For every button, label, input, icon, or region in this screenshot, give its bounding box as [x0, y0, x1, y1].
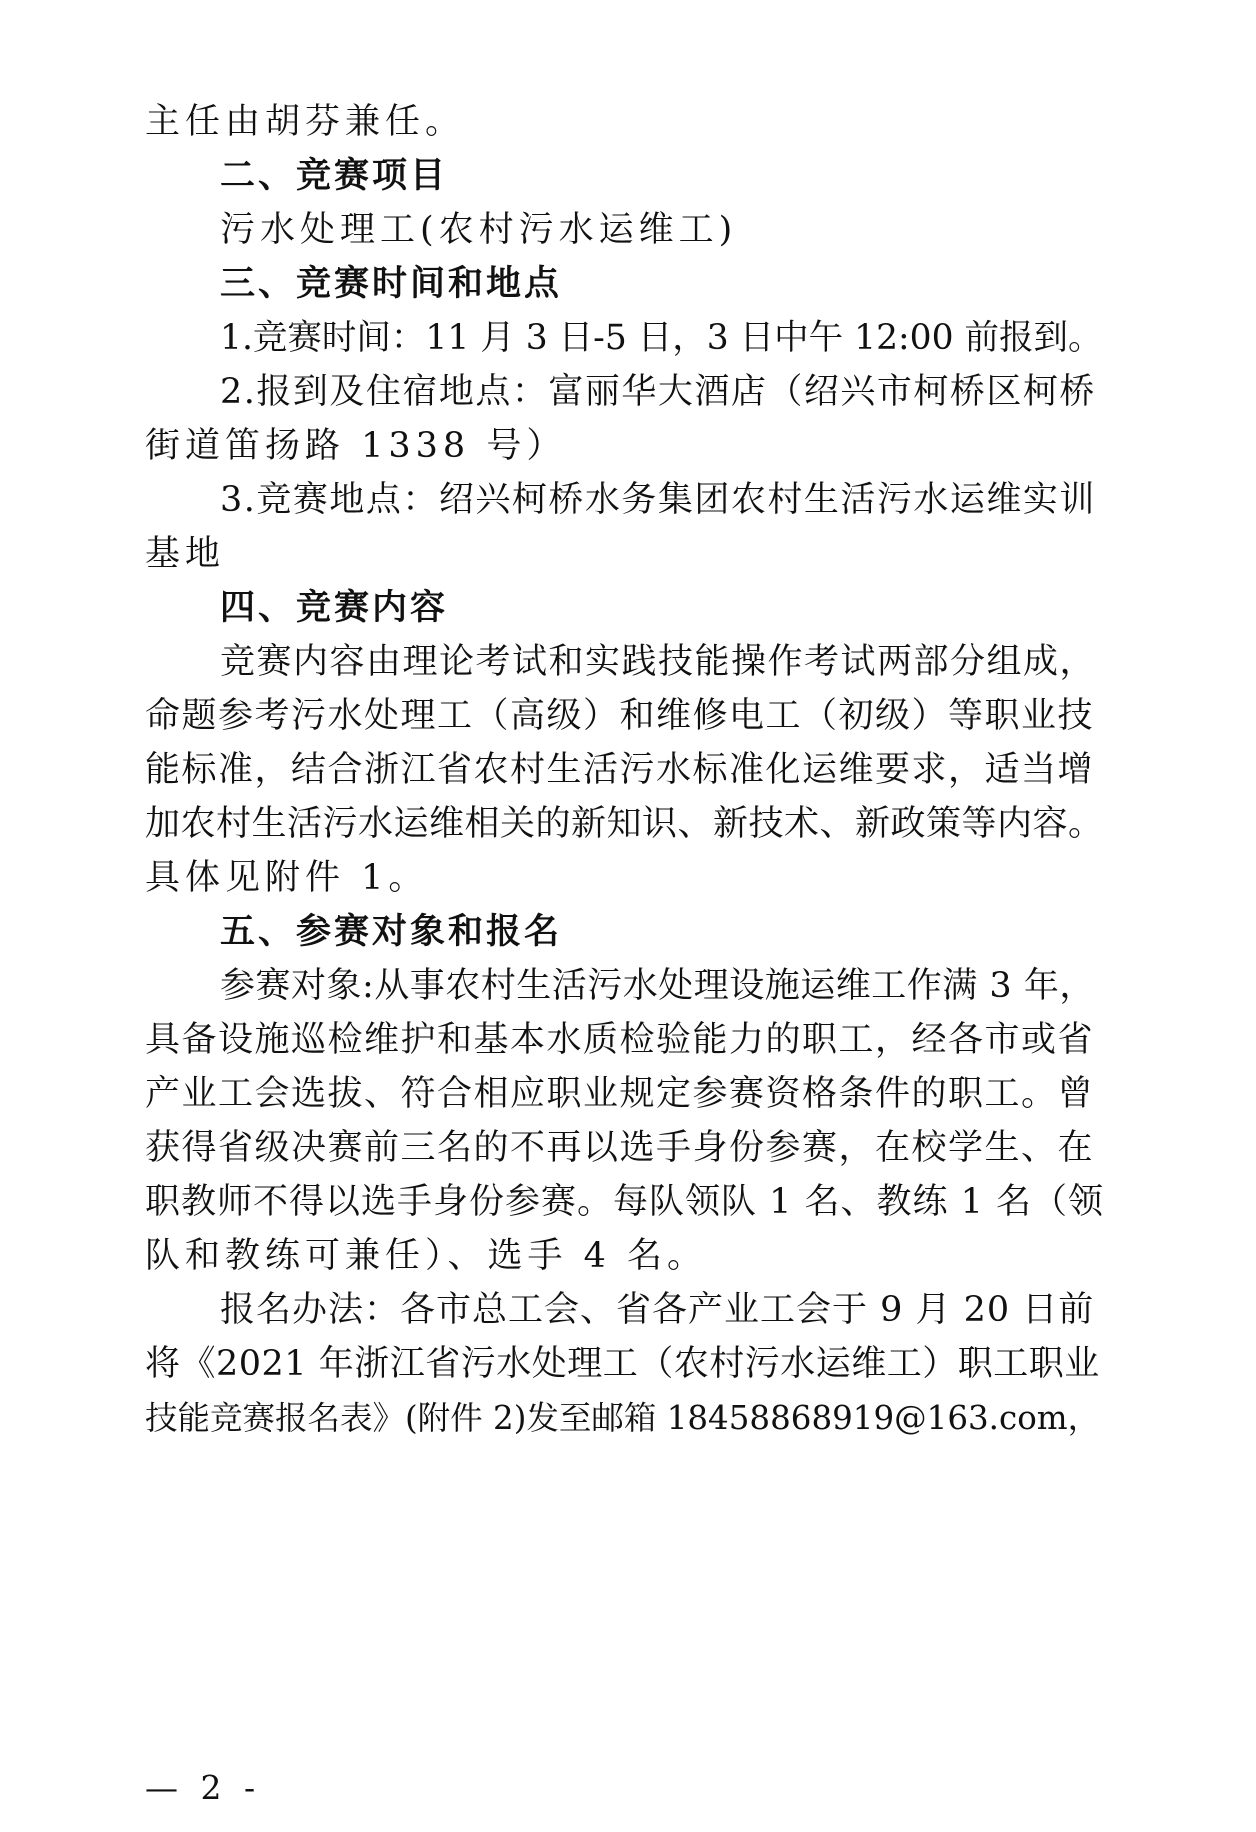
- text-line: 职教师不得以选手身份参赛。每队领队 1 名、教练 1 名（领: [145, 1182, 1105, 1222]
- text-line: 能标准，结合浙江省农村生活污水标准化运维要求，适当增: [145, 750, 1095, 790]
- text-line: 产业工会选拔、符合相应职业规定参赛资格条件的职工。曾: [145, 1074, 1095, 1114]
- text-line: 获得省级决赛前三名的不再以选手身份参赛，在校学生、在: [145, 1128, 1095, 1168]
- text-line: 街道笛扬路 1338 号）: [145, 426, 567, 466]
- text-line: 命题参考污水处理工（高级）和维修电工（初级）等职业技: [145, 696, 1095, 736]
- text-line: 具体见附件 1。: [145, 858, 429, 898]
- text-line: 队和教练可兼任）、选手 4 名。: [145, 1236, 708, 1276]
- text-line: 技能竞赛报名表》(附件 2)发至邮箱 18458868919@163.com，: [145, 1399, 1101, 1437]
- section-heading: 三、竞赛时间和地点: [220, 264, 563, 304]
- text-line: 竞赛内容由理论考试和实践技能操作考试两部分组成，: [220, 642, 1097, 682]
- text-line: 具备设施巡检维护和基本水质检验能力的职工，经各市或省: [145, 1020, 1095, 1060]
- page-number: — 2 -: [145, 1768, 262, 1807]
- text-line: 加农村生活污水运维相关的新知识、新技术、新政策等内容。: [145, 804, 1104, 844]
- text-line: 1.竞赛时间：11 月 3 日-5 日，3 日中午 12:00 前报到。: [220, 318, 1103, 358]
- text-line: 2.报到及住宿地点：富丽华大酒店（绍兴市柯桥区柯桥: [220, 372, 1096, 412]
- text-line: 3.竞赛地点：绍兴柯桥水务集团农村生活污水运维实训: [220, 480, 1096, 520]
- text-line: 报名办法：各市总工会、省各产业工会于 9 月 20 日前: [220, 1290, 1095, 1330]
- section-heading: 五、参赛对象和报名: [220, 912, 563, 952]
- section-heading: 四、竞赛内容: [220, 588, 449, 628]
- text-line: 主任由胡芬兼任。: [145, 102, 466, 142]
- text-line: 污水处理工(农村污水运维工): [220, 210, 738, 250]
- text-line: 参赛对象:从事农村生活污水处理设施运维工作满 3 年，: [220, 966, 1095, 1006]
- section-heading: 二、竞赛项目: [220, 156, 449, 196]
- text-line: 将《2021 年浙江省污水处理工（农村污水运维工）职工职业: [145, 1344, 1100, 1384]
- text-line: 基地: [145, 534, 226, 574]
